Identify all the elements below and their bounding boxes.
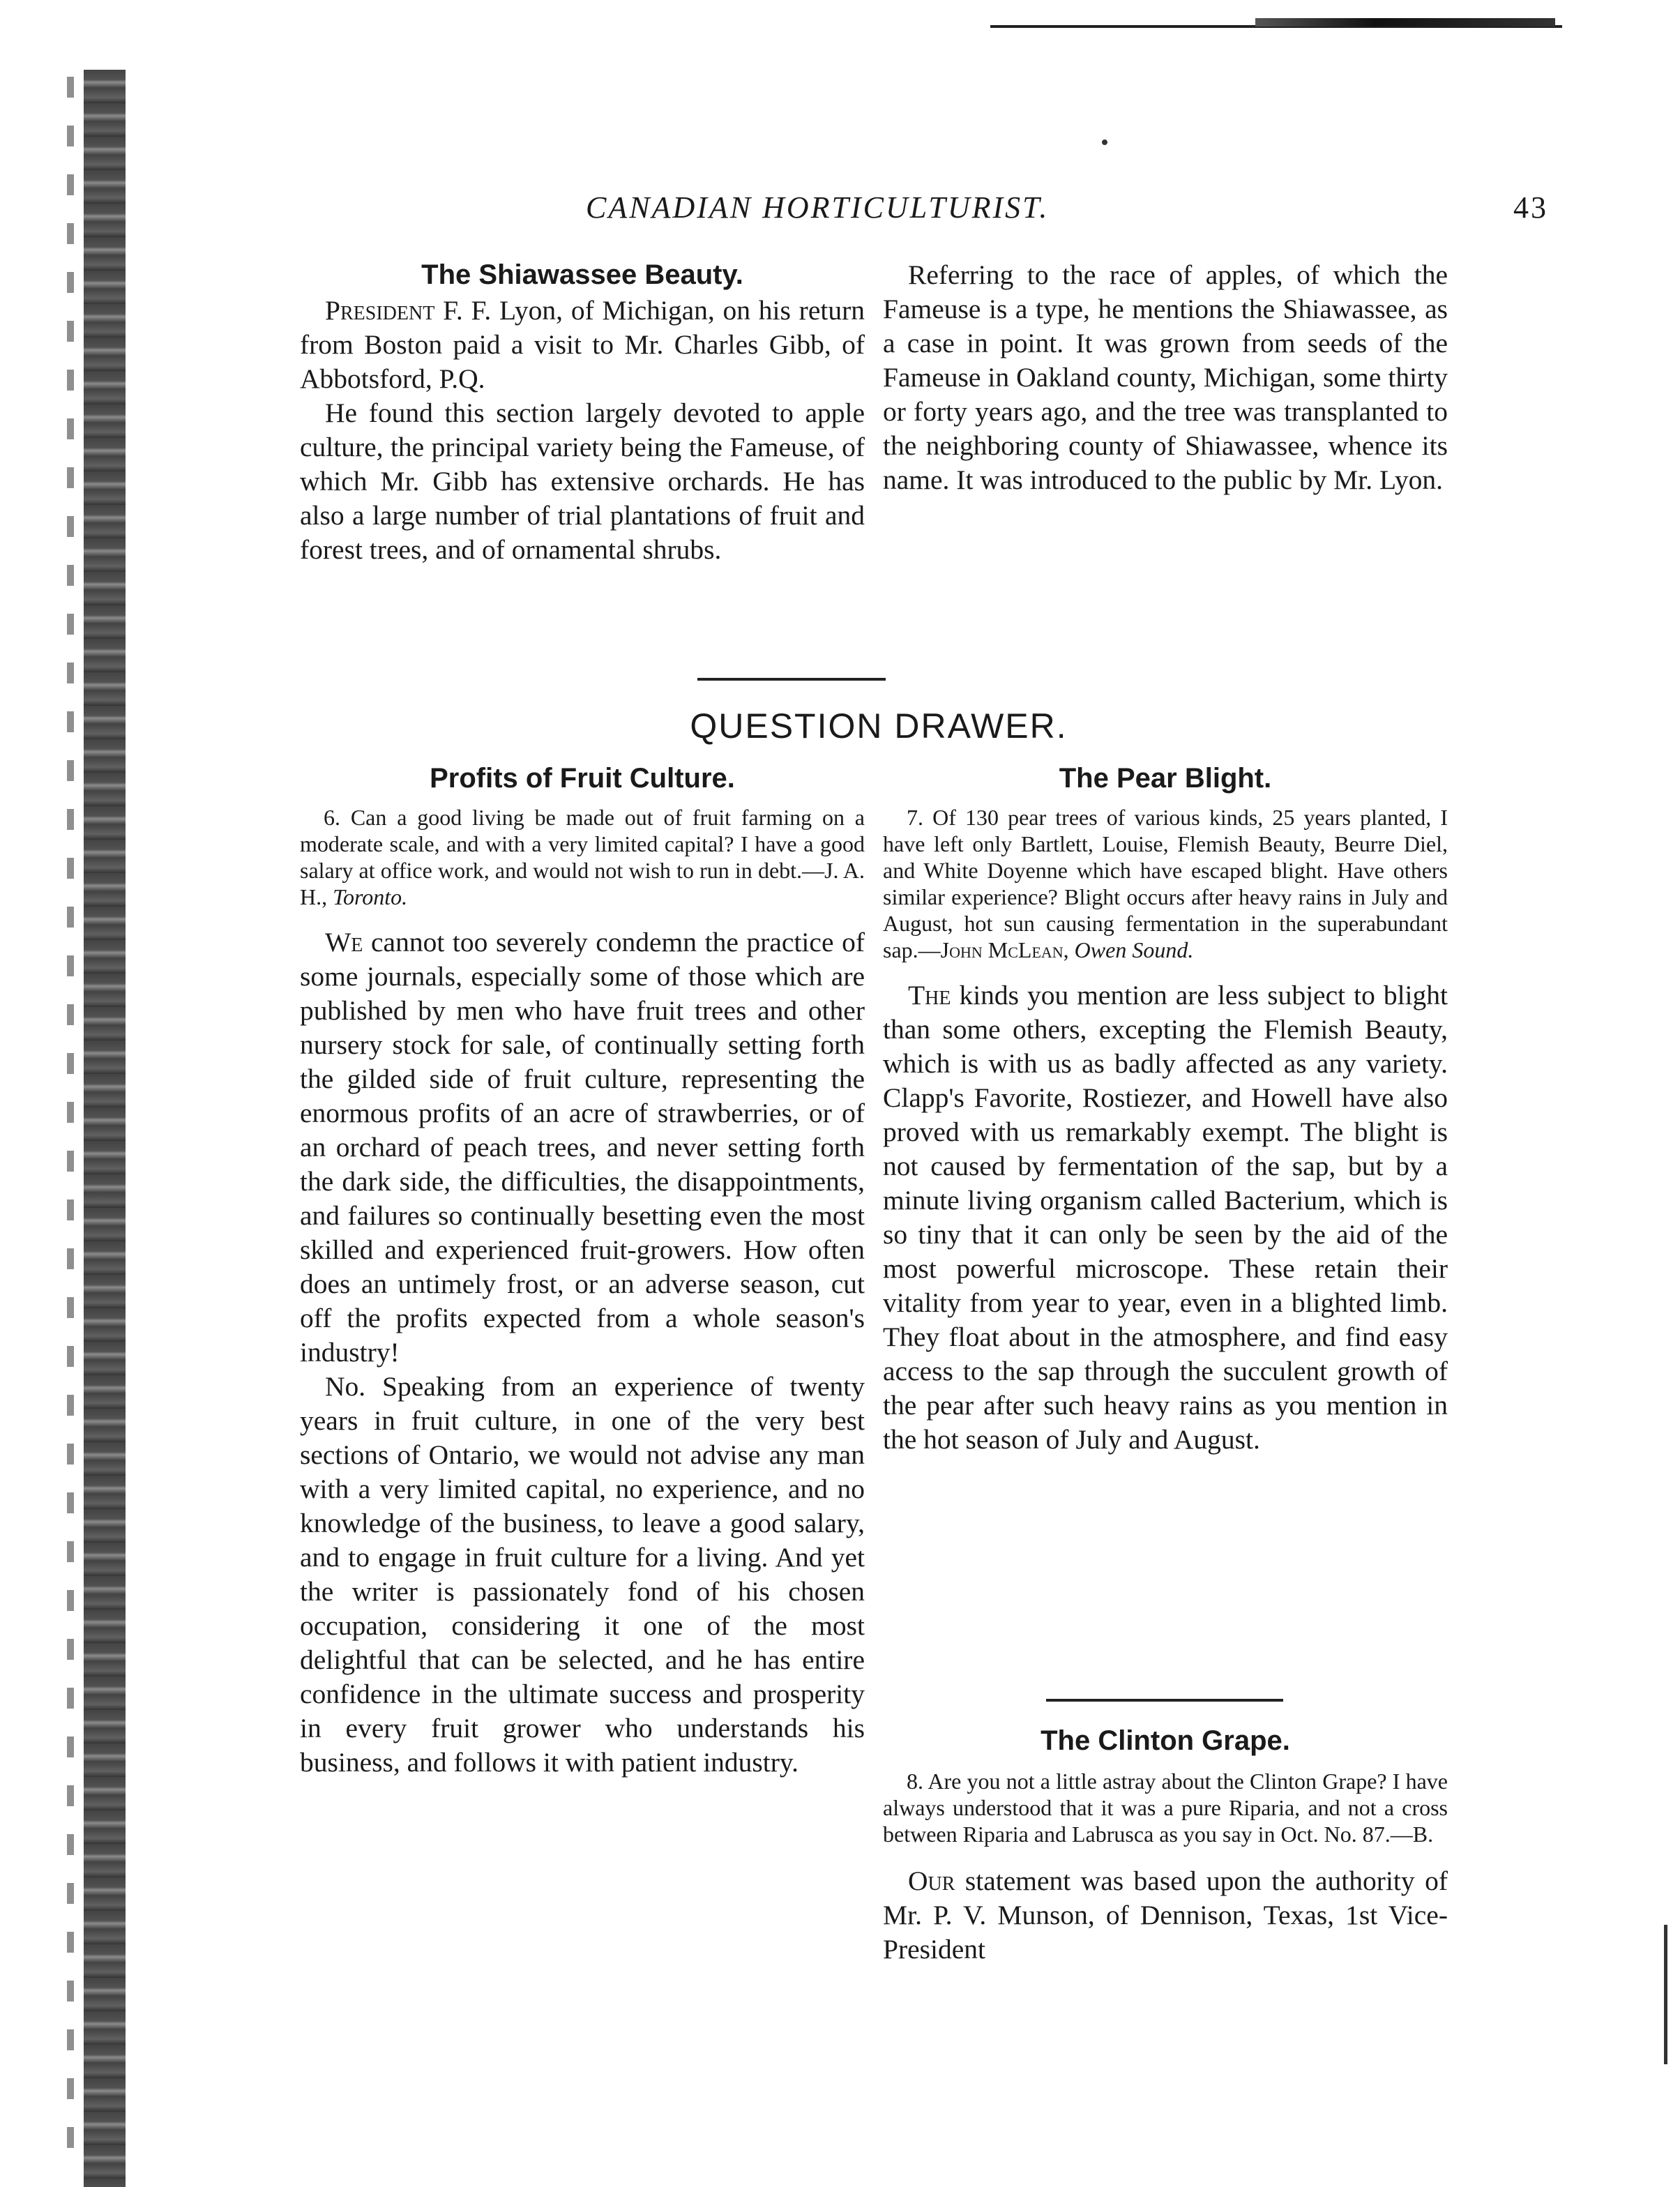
question-place: Owen Sound. (1074, 937, 1194, 962)
question-place: Toronto. (333, 884, 408, 909)
article-shiawassee-left (300, 259, 865, 567)
section-title: QUESTION DRAWER. (690, 706, 1068, 746)
profits-question: 6. Can a good living be made out of fruit farming on a moderate scale, and with a very limited capital? I have a good salary at office work, and would not wish to run in debt.—J. A. H., Toronto. (300, 805, 865, 909)
heading-profits: Profits of Fruit Culture. (430, 763, 735, 794)
shiawassee-paragraph-2: He found this section largely devoted to apple culture, the principal variety being the Fameuse, of which Mr. Gibb has extensive orchards. He has also a large number of trial plantations of fruit and forest trees, and of ornamental shrubs. (300, 398, 865, 565)
scan-speck (1102, 139, 1107, 145)
page-number: 43 (1513, 190, 1548, 225)
lead-word: Our (908, 1866, 955, 1896)
heading-shiawassee: The Shiawassee Beauty. (421, 259, 743, 290)
heading-clinton-grape: The Clinton Grape. (1040, 1725, 1290, 1756)
lead-word: President (325, 295, 435, 326)
question-signature: J. A. H., (300, 858, 865, 909)
clinton-question: 8. Are you not a little astray about the Clinton Grape? I have always understood that it was a pure Riparia, and not a cross between Riparia and Labrusca as you say in Oct. No. 87.—B. (883, 1769, 1448, 1847)
lead-word: We (325, 927, 363, 958)
top-scan-smudge (1255, 18, 1555, 27)
profits-answer-2: No. Speaking from an experience of twenty years in fruit culture, in one of the very best sections of Ontario, we would not advise any man with a very limited capital, no experience, and no knowledge of the business, to leave a good salary, and to engage in fruit culture for a living. And yet the writer is passionately fond of his chosen occupation, considering it one of the most delightful that can be selected, and he has entire confidence in the ultimate success and prosperity in every fruit grower who understands his business, and follows it with patient industry. (300, 1371, 865, 1778)
profits-answer-1: We cannot too severely condemn the practice of some journals, especially some of those which are published by men who have fruit trees and other nursery stock for sale, of continually setting forth the gilded side of fruit culture, representing the enormous profits of an acre of strawberries, or of an orchard of peach trees, and never setting forth the dark side, the difficulties, the disappointments, and failures so continually besetting even the most skilled and experienced fruit-growers. How often does an untimely frost, or an adverse season, cut off the profits expected from a whole season's industry! (300, 927, 865, 1368)
question-signature: John McLean, (940, 937, 1075, 962)
article-clinton-grape (883, 1725, 1448, 1967)
shiawassee-paragraph-3: Referring to the race of apples, of which the Fameuse is a type, he mentions the Shiawassee, as a case in point. It was grown from seeds of the Fameuse in Oakland county, Michigan, some thirty or forty years ago, and the tree was transplanted to the neighboring county of Shiawassee, whence its name. It was introduced to the public by Mr. Lyon. (883, 259, 1448, 495)
article-divider (1046, 1699, 1283, 1702)
shiawassee-paragraph-1: President F. F. Lyon, of Michigan, on his return from Boston paid a visit to Mr. Charles Gibb, of Abbotsford, P.Q. (300, 295, 865, 394)
article-profits (300, 763, 865, 1780)
right-edge-mark (1664, 1925, 1667, 2064)
section-divider (697, 678, 886, 681)
running-head (586, 190, 1548, 232)
article-shiawassee-right (883, 258, 1448, 497)
lead-word: The (908, 980, 951, 1011)
binding-shadow-thin (67, 77, 74, 2169)
running-title: CANADIAN HORTICULTURIST. (586, 190, 1050, 225)
article-pear-blight (883, 763, 1448, 1457)
binding-shadow (84, 70, 126, 2187)
clinton-answer: Our statement was based upon the authority of Mr. P. V. Munson, of Dennison, Texas, 1st Vice-President (883, 1866, 1448, 1965)
pear-answer: The kinds you mention are less subject to blight than some others, excepting the Flemish Beauty, which is with us as badly affected as any variety. Clapp's Favorite, Rostiezer, and Howell have also proved with us remarkably exempt. The blight is not caused by fermentation of the sap, but by a minute living organism called Bacterium, which is so tiny that it can only be seen by the aid of the most powerful microscope. These retain their vitality from year to year, even in a blighted limb. They float about in the atmosphere, and find easy access to the sap through the succulent growth of the pear after such heavy rains as you mention in the hot season of July and August. (883, 980, 1448, 1455)
heading-pear-blight: The Pear Blight. (1059, 763, 1272, 794)
pear-question: 7. Of 130 pear trees of various kinds, 25 years planted, I have left only Bartlett, Louise, Flemish Beauty, Beurre Diel, and White Doyenne which have escaped blight. Have others similar experience? Blight occurs after heavy rains in July and August, hot sun causing fermentation in the superabundant sap.—John McLean, Owen Sound. (883, 805, 1448, 962)
